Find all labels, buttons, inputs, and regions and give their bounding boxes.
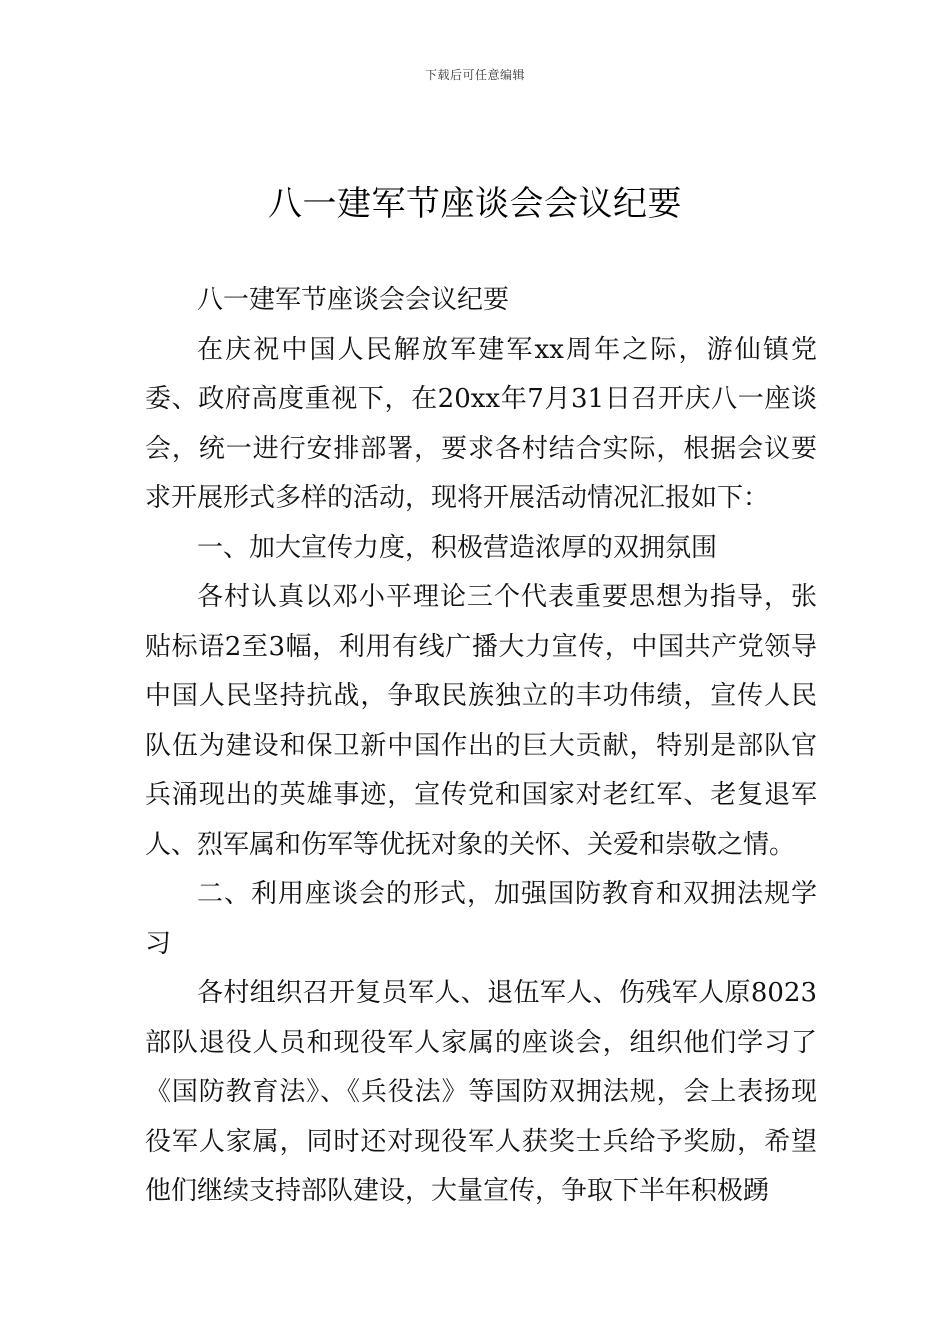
document-title: 八一建军节座谈会会议纪要	[268, 184, 682, 224]
document-body	[145, 276, 817, 1217]
section-heading-1: 一、加大宣传力度，积极营造浓厚的双拥氛围	[197, 532, 718, 563]
paragraph-intro: 在庆祝中国人民解放军建军xx周年之际，游仙镇党委、政府高度重视下，在20xx年7月31日召开庆八一座谈会，统一进行安排部署，要求各村结合实际，根据会议要求开展形式多样的活动，现将开展活动情况汇报如下：	[145, 334, 817, 513]
paragraph-subtitle: 八一建军节座谈会会议纪要	[197, 285, 510, 315]
paragraph-section-1: 各村认真以邓小平理论三个代表重要思想为指导，张贴标语2至3幅，利用有线广播大力宣传，中国共产党领导中国人民坚持抗战，争取民族独立的丰功伟绩，宣传人民队伍为建设和保卫新中国作出的巨大贡献，特别是部队官兵涌现出的英雄事迹，宣传党和国家对老红军、老复退军人、烈军属和伤军等优抚对象的关怀、关爱和崇敬之情。	[145, 582, 817, 860]
section-heading-2: 二、利用座谈会的形式，加强国防教育和双拥法规学习	[145, 879, 817, 959]
paragraph-section-2: 各村组织召开复员军人、退伍军人、伤残军人原8023部队退役人员和现役军人家属的座谈会，组织他们学习了《国防教育法》、《兵役法》等国防双拥法规，会上表扬现役军人家属，同时还对现役军人获奖士兵给予奖励，希望他们继续支持部队建设，大量宣传，争取下半年积极踴	[145, 978, 817, 1206]
header-note: 下载后可任意编辑	[424, 68, 525, 82]
